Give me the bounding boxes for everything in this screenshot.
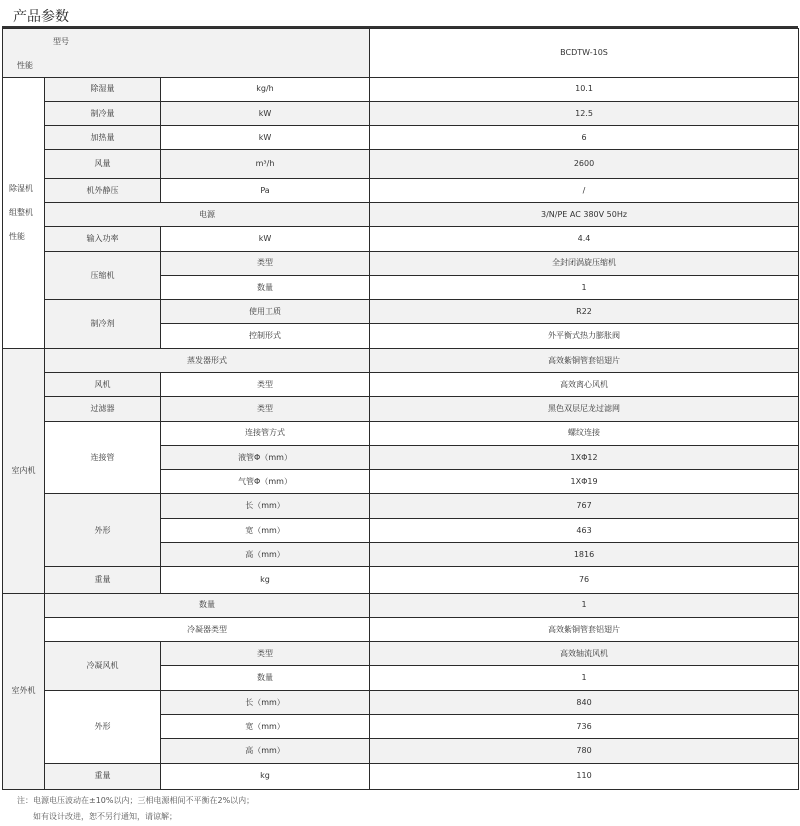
row-value: 463 bbox=[370, 518, 799, 542]
row-unit: kW bbox=[161, 126, 370, 150]
table-row bbox=[3, 397, 799, 421]
table-row bbox=[3, 567, 799, 593]
section-unit-line: 除湿机 bbox=[9, 183, 33, 193]
row-label: 过滤器 bbox=[45, 397, 161, 421]
row-value: 10.1 bbox=[370, 77, 799, 101]
row-value: 2600 bbox=[370, 150, 799, 178]
table-row bbox=[3, 203, 799, 227]
row-value: 外平衡式热力膨胀阀 bbox=[370, 324, 799, 348]
section-unit-line: 组整机 bbox=[9, 207, 33, 217]
section-unit-line: 性能 bbox=[9, 231, 25, 241]
table-row bbox=[3, 101, 799, 125]
row-value: 高效紫铜管套铝翅片 bbox=[370, 348, 799, 372]
spec-table bbox=[2, 28, 799, 790]
row-label: 数量 bbox=[45, 593, 370, 617]
table-row bbox=[3, 178, 799, 202]
row-label: 连接管 bbox=[45, 421, 161, 494]
row-value: 1 bbox=[370, 666, 799, 690]
row-value: 1 bbox=[370, 593, 799, 617]
row-unit: kW bbox=[161, 227, 370, 251]
row-sub-label: 高（mm） bbox=[161, 739, 370, 763]
table-row bbox=[3, 126, 799, 150]
row-label: 重量 bbox=[45, 763, 161, 790]
table-row bbox=[3, 348, 799, 372]
row-unit: m³/h bbox=[161, 150, 370, 178]
table-row bbox=[3, 763, 799, 790]
table-row bbox=[3, 300, 799, 324]
model-value: BCDTW-10S bbox=[370, 29, 799, 78]
table-row bbox=[3, 421, 799, 445]
row-label: 压缩机 bbox=[45, 251, 161, 300]
row-value: R22 bbox=[370, 300, 799, 324]
table-row bbox=[3, 77, 799, 101]
table-row bbox=[3, 372, 799, 396]
row-label: 输入功率 bbox=[45, 227, 161, 251]
row-value: 高效离心风机 bbox=[370, 372, 799, 396]
row-sub-label: 高（mm） bbox=[161, 542, 370, 566]
row-label: 蒸发器形式 bbox=[45, 348, 370, 372]
row-value: 110 bbox=[370, 763, 799, 790]
row-sub-label: 气管Φ（mm） bbox=[161, 470, 370, 494]
row-label: 外形 bbox=[45, 494, 161, 567]
row-label: 外形 bbox=[45, 690, 161, 763]
row-sub-label: 控制形式 bbox=[161, 324, 370, 348]
table-row bbox=[3, 227, 799, 251]
table-row bbox=[3, 593, 799, 617]
section-indoor: 室内机 bbox=[3, 348, 45, 593]
row-value: 76 bbox=[370, 567, 799, 593]
table-row bbox=[3, 642, 799, 666]
row-label: 制冷剂 bbox=[45, 300, 161, 349]
row-value: 767 bbox=[370, 494, 799, 518]
row-value: 3/N/PE AC 380V 50Hz bbox=[370, 203, 799, 227]
row-label: 除湿量 bbox=[45, 77, 161, 101]
row-unit: Pa bbox=[161, 178, 370, 202]
table-row bbox=[3, 251, 799, 275]
row-label: 风机 bbox=[45, 372, 161, 396]
row-label: 风量 bbox=[45, 150, 161, 178]
row-value: 736 bbox=[370, 714, 799, 738]
row-label: 冷凝风机 bbox=[45, 642, 161, 691]
table-row bbox=[3, 690, 799, 714]
row-value: / bbox=[370, 178, 799, 202]
row-sub-label: 类型 bbox=[161, 251, 370, 275]
table-row bbox=[3, 617, 799, 641]
row-sub-label: 数量 bbox=[161, 275, 370, 299]
row-sub-label: 长（mm） bbox=[161, 690, 370, 714]
row-sub-label: 类型 bbox=[161, 372, 370, 396]
section-unit bbox=[3, 77, 45, 348]
row-sub-label: 宽（mm） bbox=[161, 518, 370, 542]
section-outdoor: 室外机 bbox=[3, 593, 45, 789]
row-label: 加热量 bbox=[45, 126, 161, 150]
row-label: 机外静压 bbox=[45, 178, 161, 202]
row-value: 高效紫铜管套铝翅片 bbox=[370, 617, 799, 641]
page-title: 产品参数 bbox=[13, 9, 69, 25]
row-value: 全封闭涡旋压缩机 bbox=[370, 251, 799, 275]
model-label: 型号 bbox=[53, 37, 69, 46]
footnotes bbox=[17, 793, 254, 825]
row-value: 1XΦ12 bbox=[370, 445, 799, 469]
row-label: 制冷量 bbox=[45, 101, 161, 125]
footnote: 注：电源电压波动在±10%以内；三相电源相间不平衡在2%以内； bbox=[17, 796, 255, 805]
row-value: 高效轴流风机 bbox=[370, 642, 799, 666]
row-sub-label: 类型 bbox=[161, 397, 370, 421]
row-label: 冷凝器类型 bbox=[45, 617, 370, 641]
row-value: 1816 bbox=[370, 542, 799, 566]
row-unit: kg bbox=[161, 567, 370, 593]
row-value: 黑色双层尼龙过滤网 bbox=[370, 397, 799, 421]
footnote: 如有设计改进，恕不另行通知，请谅解； bbox=[33, 812, 177, 821]
row-sub-label: 液管Φ（mm） bbox=[161, 445, 370, 469]
row-value: 1XΦ19 bbox=[370, 470, 799, 494]
row-sub-label: 宽（mm） bbox=[161, 714, 370, 738]
row-unit: kW bbox=[161, 101, 370, 125]
header-row bbox=[3, 29, 799, 78]
row-label: 电源 bbox=[45, 203, 370, 227]
row-sub-label: 类型 bbox=[161, 642, 370, 666]
row-value: 1 bbox=[370, 275, 799, 299]
row-unit: kg/h bbox=[161, 77, 370, 101]
row-sub-label: 连接管方式 bbox=[161, 421, 370, 445]
row-value: 840 bbox=[370, 690, 799, 714]
table-row bbox=[3, 150, 799, 178]
row-sub-label: 数量 bbox=[161, 666, 370, 690]
row-value: 4.4 bbox=[370, 227, 799, 251]
row-value: 6 bbox=[370, 126, 799, 150]
header-label-cell bbox=[3, 29, 370, 78]
row-value: 12.5 bbox=[370, 101, 799, 125]
performance-label: 性能 bbox=[17, 60, 33, 70]
table-row bbox=[3, 494, 799, 518]
row-value: 螺纹连接 bbox=[370, 421, 799, 445]
row-unit: kg bbox=[161, 763, 370, 790]
row-sub-label: 使用工质 bbox=[161, 300, 370, 324]
row-label: 重量 bbox=[45, 567, 161, 593]
row-value: 780 bbox=[370, 739, 799, 763]
row-sub-label: 长（mm） bbox=[161, 494, 370, 518]
